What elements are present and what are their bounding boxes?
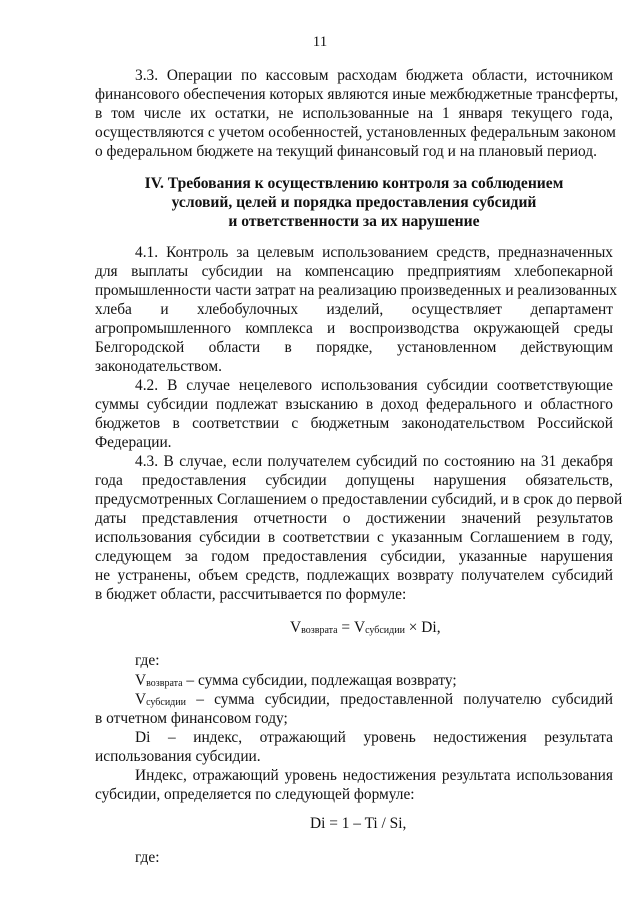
paragraph-4-3-line: использования субсидии в соответствии с указанным Соглашением в году, bbox=[95, 529, 613, 546]
definition-subsidy-cont: в отчетном финансовом году; bbox=[95, 710, 288, 727]
index-paragraph-line: Индекс, отражающий уровень недостижения результата использования bbox=[135, 767, 613, 784]
definition-subsidy: $V_{субсидии}$ – сумма субсидии, предоставленной получателю субсидий bbox=[135, 691, 613, 708]
paragraph-4-3-line: в бюджет области, рассчитывается по формуле: bbox=[95, 586, 407, 603]
paragraph-4-3-line: следующем за годом предоставления субсидии, указанные нарушения bbox=[95, 548, 613, 565]
definition-di-cont: использования субсидии. bbox=[95, 748, 261, 765]
paragraph-4-3-line: 4.3. В случае, если получателем субсидий по состоянию на 31 декабря bbox=[135, 453, 613, 470]
paragraph-4-2-line: Федерации. bbox=[95, 434, 172, 451]
definition-di: Di – индекс, отражающий уровень недостижения результата bbox=[135, 729, 613, 746]
page-number: 11 bbox=[312, 34, 328, 50]
paragraph-3-3-line: 3.3. Операции по кассовым расходам бюджета области, источником bbox=[135, 67, 613, 84]
where-label-2: где: bbox=[135, 849, 160, 866]
where-label: где: bbox=[135, 652, 160, 669]
definition-return: $V_{возврата}$ – сумма субсидии, подлежащая возврату; bbox=[135, 672, 457, 689]
paragraph-4-1-line: хлеба и хлебобулочных изделий, осуществляет департамент bbox=[95, 301, 613, 318]
paragraph-4-3-line: не устранены, объем средств, подлежащих возврату получателем субсидий bbox=[95, 567, 613, 584]
paragraph-4-1-line: законодательством. bbox=[95, 358, 223, 375]
paragraph-4-1-line: промышленности части затрат на реализацию произведенных и реализованных bbox=[95, 282, 618, 299]
paragraph-4-2-line: 4.2. В случае нецелевого использования субсидии соответствующие bbox=[135, 377, 613, 394]
paragraph-4-1-line: для выплаты субсидии на компенсацию предприятиям хлебопекарной bbox=[95, 263, 613, 280]
paragraph-4-2-line: бюджетов в соответствии с бюджетным законодательством Российской bbox=[95, 415, 613, 432]
section-heading-line: условий, целей и порядка предоставления субсидий bbox=[171, 194, 537, 211]
formula-index: Di = 1 – Ti / Si, bbox=[310, 815, 407, 832]
paragraph-3-3-line: в том числе их остатки, не использованные на 1 января текущего года, bbox=[95, 105, 613, 122]
paragraph-3-3-line: осуществляются с учетом особенностей, установленных федеральным законом bbox=[95, 124, 616, 141]
paragraph-4-1-line: 4.1. Контроль за целевым использованием средств, предназначенных bbox=[135, 244, 613, 261]
paragraph-4-2-line: суммы субсидии подлежат взысканию в доход федерального и областного bbox=[95, 396, 613, 413]
paragraph-4-3-line: даты представления отчетности о достижении значений результатов bbox=[95, 510, 613, 527]
paragraph-4-1-line: агропромышленного комплекса и воспроизводства окружающей среды bbox=[95, 320, 613, 337]
paragraph-3-3-line: финансового обеспечения которых являются иные межбюджетные трансферты, bbox=[95, 86, 619, 103]
paragraph-3-3-line: о федеральном бюджете на текущий финансовый год и на плановый период. bbox=[95, 143, 597, 160]
paragraph-4-3-line: года предоставления субсидии допущены нарушения обязательств, bbox=[95, 472, 613, 489]
section-heading-line: и ответственности за их нарушение bbox=[228, 213, 480, 230]
paragraph-4-3-line: предусмотренных Соглашением о предоставлении субсидий, и в срок до первой bbox=[95, 491, 623, 508]
index-paragraph-line: субсидии, определяется по следующей формуле: bbox=[95, 786, 415, 803]
paragraph-4-1-line: Белгородской области в порядке, установленном действующим bbox=[95, 339, 613, 356]
section-heading-line: IV. Требования к осуществлению контроля за соблюдением bbox=[144, 175, 564, 192]
formula-return: $V_{возврата} = V_{субсидии} \times Di$, bbox=[290, 619, 441, 636]
